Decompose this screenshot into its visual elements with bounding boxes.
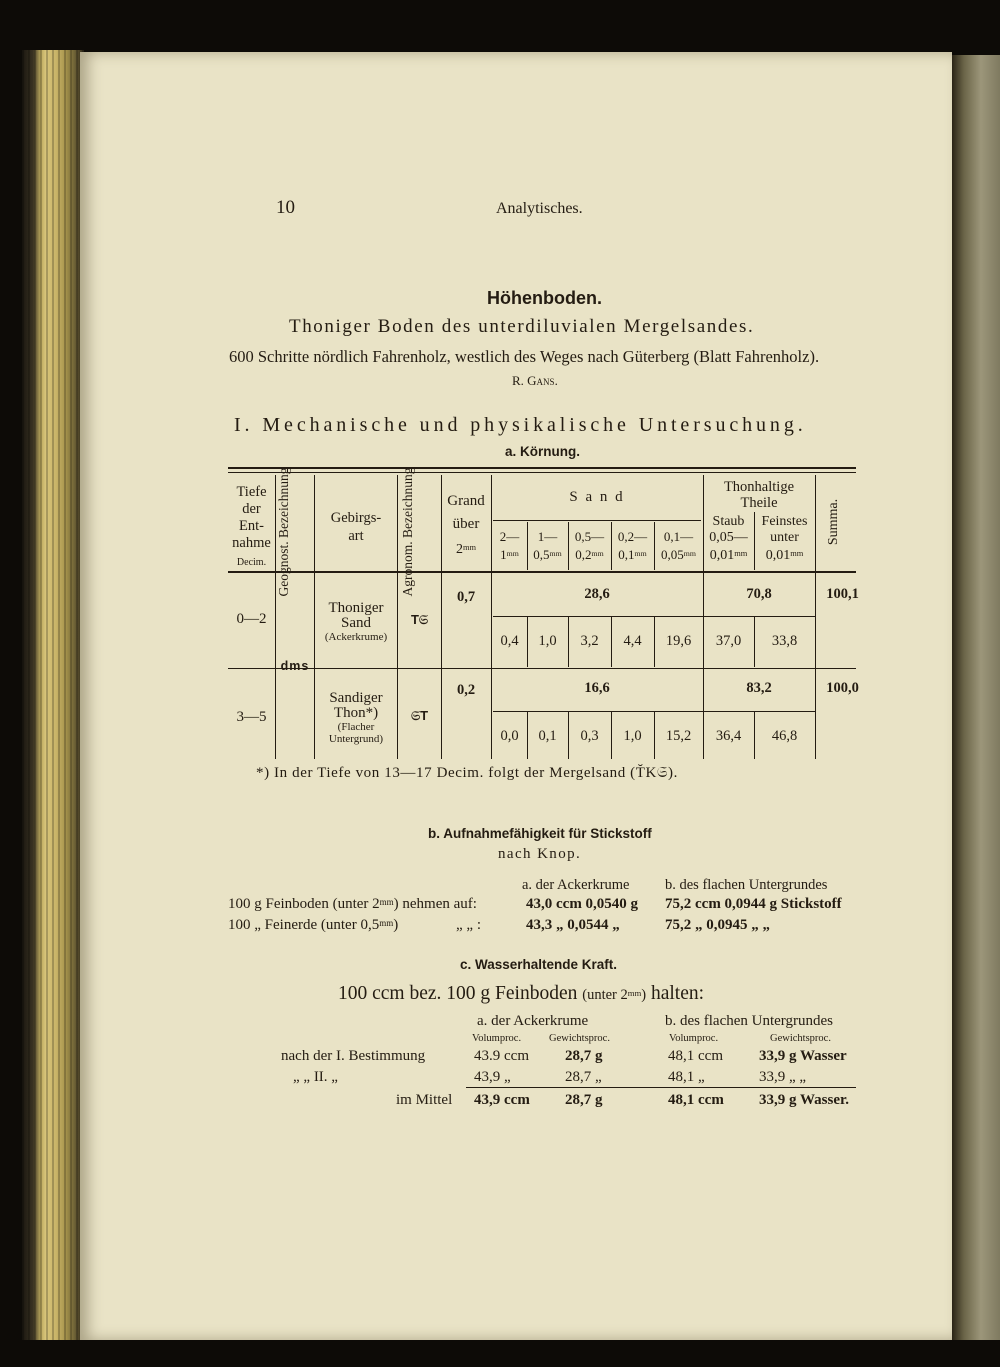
row2-sand-value: 0,3: [580, 728, 599, 744]
sand-subheader-rule: [493, 520, 701, 521]
section-c-mean-a-vol: 43,9 ccm: [474, 1092, 530, 1108]
row1-summa: 100,1: [826, 586, 859, 602]
row1-thon-total: 70,8: [746, 586, 772, 602]
header-gebirgsart: Gebirgs- art: [330, 510, 382, 544]
section-c-row2-a-gew: 28,7 „: [565, 1069, 602, 1085]
row1-sand-value: 19,6: [665, 633, 692, 649]
row1-thon-value: 37,0: [715, 633, 742, 649]
row1-sand-value: 1,0: [538, 633, 557, 649]
header-sand-col: 1— $0,5^{mm}$: [533, 529, 562, 562]
header-staub: Staub 0,05— $0,01^{mm}$: [709, 514, 748, 563]
header-feinstes: Feinstes unter $0,01^{mm}$: [761, 514, 808, 563]
section-I-heading: I. Mechanische und physikalische Untersuchung.: [234, 414, 807, 436]
row1-thon-value: 33,8: [771, 633, 798, 649]
header-sand-col: 0,1— $0,05^{mm}$: [661, 529, 696, 562]
row2-grand: 0,2: [456, 682, 476, 698]
section-b-row2-label: 100 „ Feinerde (unter $0,5^{mm}$): [228, 917, 399, 933]
row2-sand-value: 1,0: [623, 728, 642, 744]
page-number: 10: [276, 197, 295, 218]
section-c-mean-b-vol: 48,1 ccm: [668, 1092, 724, 1108]
section-c-sub-vol-a: Volumproc.: [472, 1033, 522, 1044]
row1-sand-value: 4,4: [623, 633, 642, 649]
section-c-row2-label: „ „ II. „: [293, 1069, 338, 1085]
header-geognost: Geognost. Bezeichnung: [276, 467, 291, 597]
section-c-mean-a-gew: 28,7 g: [565, 1092, 603, 1108]
section-b-heading: b. Aufnahmefähigkeit für Stickstoff: [428, 826, 652, 841]
section-b-row1-label: 100 g Feinboden (unter $2^{mm}$) nehmen auf:: [228, 896, 477, 912]
section-b-row2-values-b: 75,2 „ 0,0945 „ „: [665, 917, 770, 933]
section-c-row1-label: nach der I. Bestimmung: [281, 1048, 426, 1064]
section-c-row2-a-vol: 43,9 „: [474, 1069, 511, 1085]
book-page: [80, 52, 952, 1340]
header-sand-col: 0,2— $0,1^{mm}$: [617, 529, 648, 562]
location-line: 600 Schritte nördlich Fahrenholz, westlich des Weges nach Güterberg (Blatt Fahrenholz).: [229, 347, 820, 366]
row2-sand-value: 0,0: [500, 728, 519, 744]
row2-gebirgsart: Sandiger Thon*) (Flacher Untergrund): [328, 690, 384, 745]
section-c-row1-a-vol: 43.9 ccm: [474, 1048, 529, 1064]
section-c-sub-gew-b: Gewichtsproc.: [770, 1033, 831, 1044]
row2-thon-value: 46,8: [771, 728, 798, 744]
section-c-mean-b-gew: 33,9 g Wasser.: [759, 1092, 850, 1108]
row2-summa: 100,0: [826, 680, 859, 696]
section-c-col-b: b. des flachen Untergrundes: [665, 1013, 834, 1029]
header-sand-col: 0,5— $0,2^{mm}$: [574, 529, 605, 562]
author: R. Gans.: [512, 373, 558, 388]
section-c-row1-a-gew: 28,7 g: [565, 1048, 603, 1064]
next-page-edge: [952, 55, 1000, 1340]
row2-thon-total: 83,2: [746, 680, 772, 696]
subtitle: Thoniger Boden des unterdiluvialen Mergelsandes.: [289, 316, 755, 337]
section-c-row2-b-gew: 33,9 „ „: [759, 1069, 807, 1085]
table-top-rule: [228, 467, 856, 469]
section-c-heading: c. Wasserhaltende Kraft.: [460, 957, 618, 972]
header-grand: Grand über $2^{mm}$: [447, 493, 485, 557]
geognost-value: dms: [280, 659, 310, 673]
row1-tiefe: 0—2: [236, 611, 267, 627]
section-c-subtitle: 100 ccm bez. 100 g Feinboden (unter $2^{mm}$) halten:: [338, 983, 705, 1004]
header-agronom: Agronom. Bezeichnung: [400, 467, 415, 597]
row1-gebirgsart: Thoniger Sand (Ackerkrume): [324, 600, 388, 643]
row2-sand-value: 0,1: [538, 728, 557, 744]
section-b-row1-values-a: 43,0 ccm 0,0540 g: [526, 896, 639, 912]
section-c-row1-b-gew: 33,9 g Wasser: [759, 1048, 847, 1064]
running-title: Analytisches.: [496, 200, 583, 217]
section-b-col-b: b. des flachen Untergrundes: [665, 877, 828, 893]
header-sand: S a n d: [569, 489, 625, 505]
table-top-rule-2: [228, 472, 856, 473]
row2-sand-total: 16,6: [584, 680, 610, 696]
section-b-row2-ditto: „ „ :: [456, 917, 481, 933]
row1-sand-value: 0,4: [500, 633, 519, 649]
section-b-row1-values-b: 75,2 ccm 0,0944 g Stickstoff: [665, 896, 842, 912]
header-thon: Thonhaltige Theile: [723, 479, 795, 511]
row2-tiefe: 3—5: [236, 709, 267, 725]
col-rule: [815, 475, 816, 759]
section-b-subtitle: nach Knop.: [498, 846, 582, 862]
section-a-heading: a. Körnung.: [505, 444, 580, 459]
section-c-sub-gew-a: Gewichtsproc.: [549, 1033, 610, 1044]
header-sand-col: 2— $1^{mm}$: [499, 529, 520, 562]
row1-grand: 0,7: [456, 589, 476, 605]
row-separator: [228, 668, 856, 669]
section-b-row2-values-a: 43,3 „ 0,0544 „: [526, 917, 620, 933]
section-c-col-a: a. der Ackerkrume: [477, 1013, 589, 1029]
row1-sand-total: 28,6: [584, 586, 610, 602]
col-rule: [491, 475, 492, 759]
row2-agronom: 𝔖T: [410, 708, 429, 723]
table-footnote: *) In der Tiefe von 13—17 Decim. folgt der Mergelsand (T̆K𝔖).: [256, 765, 679, 781]
row2-thon-value: 36,4: [715, 728, 742, 744]
table-header-rule: [228, 571, 856, 573]
header-tiefe: Tiefe der Ent- nahme Decim.: [232, 484, 271, 568]
section-c-sub-vol-b: Volumproc.: [669, 1033, 719, 1044]
section-c-row1-b-vol: 48,1 ccm: [668, 1048, 723, 1064]
section-c-mean-label: im Mittel: [396, 1092, 453, 1108]
row2-sand-value: 15,2: [665, 728, 692, 744]
section-c-sum-rule: [466, 1087, 856, 1088]
section-b-col-a: a. der Ackerkrume: [522, 877, 630, 893]
row1-sand-value: 3,2: [580, 633, 599, 649]
header-summa: Summa.: [826, 498, 841, 546]
book-binding: [22, 50, 84, 1340]
row1-agronom: T𝔖: [410, 612, 429, 627]
page-title: Höhenboden.: [487, 288, 602, 308]
section-c-row2-b-vol: 48,1 „: [668, 1069, 705, 1085]
